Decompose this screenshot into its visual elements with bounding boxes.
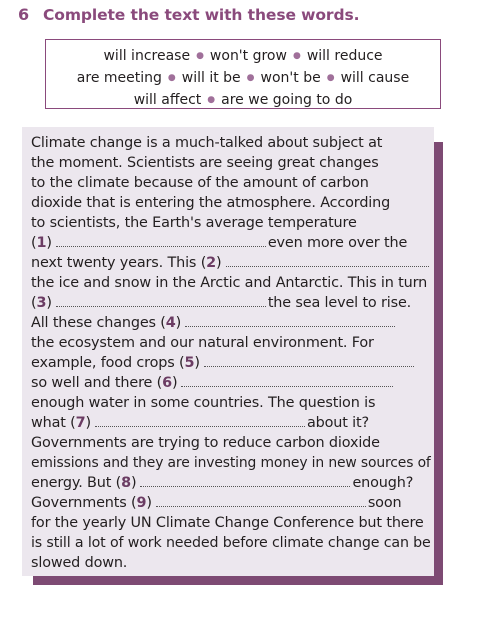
text-line: so well and there ( 6 )	[31, 373, 431, 393]
answer-blank[interactable]	[204, 355, 414, 367]
text-line: slowed down.	[31, 555, 128, 571]
text-line: All these changes ( 4 )	[31, 313, 431, 333]
answer-blank[interactable]	[140, 475, 350, 487]
text-line: ( 1 ) even more over the	[31, 235, 408, 251]
word-row-2	[46, 68, 440, 90]
word-row-3	[46, 90, 440, 112]
bullet-icon: ●	[196, 51, 204, 61]
text-line: enough water in some countries. The question is	[31, 395, 376, 411]
text-line: to the climate because of the amount of carbon	[31, 175, 369, 191]
answer-blank[interactable]	[56, 295, 266, 307]
text-line: the ecosystem and our natural environment. For	[31, 335, 374, 351]
word-option: will increase	[103, 48, 191, 64]
gap-number: 8	[121, 475, 131, 491]
text-line: ( 3 ) the sea level to rise.	[31, 295, 412, 311]
word-option: will reduce	[306, 48, 383, 64]
gap-number: 7	[75, 415, 86, 431]
bullet-icon: ●	[207, 95, 216, 105]
gap-number: 3	[36, 295, 47, 311]
answer-blank[interactable]	[181, 375, 393, 387]
text-line: to scientists, the Earth's average temperature	[31, 215, 357, 231]
gap-number: 4	[165, 315, 176, 331]
text-line: Climate change is a much-talked about subject at	[31, 135, 383, 151]
text-line: the moment. Scientists are seeing great changes	[31, 155, 379, 171]
gap-number: 9	[136, 495, 147, 511]
exercise-header	[18, 5, 359, 27]
word-option: will affect	[133, 92, 202, 108]
word-row-1	[46, 46, 440, 68]
word-option: won't be	[260, 70, 321, 86]
bullet-icon: ●	[292, 51, 301, 61]
bullet-icon: ●	[326, 73, 335, 83]
text-line: energy. But ( 8 ) enough?	[31, 475, 414, 491]
text-line: next twenty years. This ( 2 )	[31, 253, 431, 273]
text-line: is still a lot of work needed before climate change can be	[31, 535, 431, 551]
word-option: will it be	[181, 70, 241, 86]
text-line: what ( 7 ) about it?	[31, 415, 370, 431]
text-line: Governments ( 9 ) soon	[31, 495, 402, 511]
word-option: won't grow	[209, 48, 287, 64]
answer-blank[interactable]	[226, 255, 429, 267]
text-line: Governments are trying to reduce carbon dioxide	[31, 435, 380, 451]
gap-number: 1	[36, 235, 47, 251]
text-line: for the yearly UN Climate Change Conference but there	[31, 515, 424, 531]
text-line: dioxide that is entering the atmosphere. According	[31, 195, 391, 211]
gap-fill-text	[31, 133, 431, 573]
answer-blank[interactable]	[185, 315, 395, 327]
bullet-icon: ●	[167, 73, 176, 83]
word-option: are meeting	[76, 70, 162, 86]
text-line: example, food crops ( 5 )	[31, 353, 431, 373]
word-option: will cause	[340, 70, 410, 86]
answer-blank[interactable]	[56, 235, 266, 247]
bullet-icon: ●	[246, 73, 255, 83]
text-line: emissions and they are investing money in new sources of	[31, 455, 431, 471]
word-option: are we going to do	[221, 92, 353, 108]
answer-blank[interactable]	[95, 415, 305, 427]
text-line: the ice and snow in the Arctic and Antarctic. This in turn	[31, 275, 428, 291]
answer-blank[interactable]	[156, 495, 366, 507]
gap-number: 6	[162, 375, 173, 391]
word-box	[45, 39, 441, 109]
gap-number: 2	[206, 255, 217, 271]
exercise-title: Complete the text with these words.	[43, 6, 360, 24]
exercise-number: 6	[18, 5, 30, 24]
gap-number: 5	[184, 355, 195, 371]
